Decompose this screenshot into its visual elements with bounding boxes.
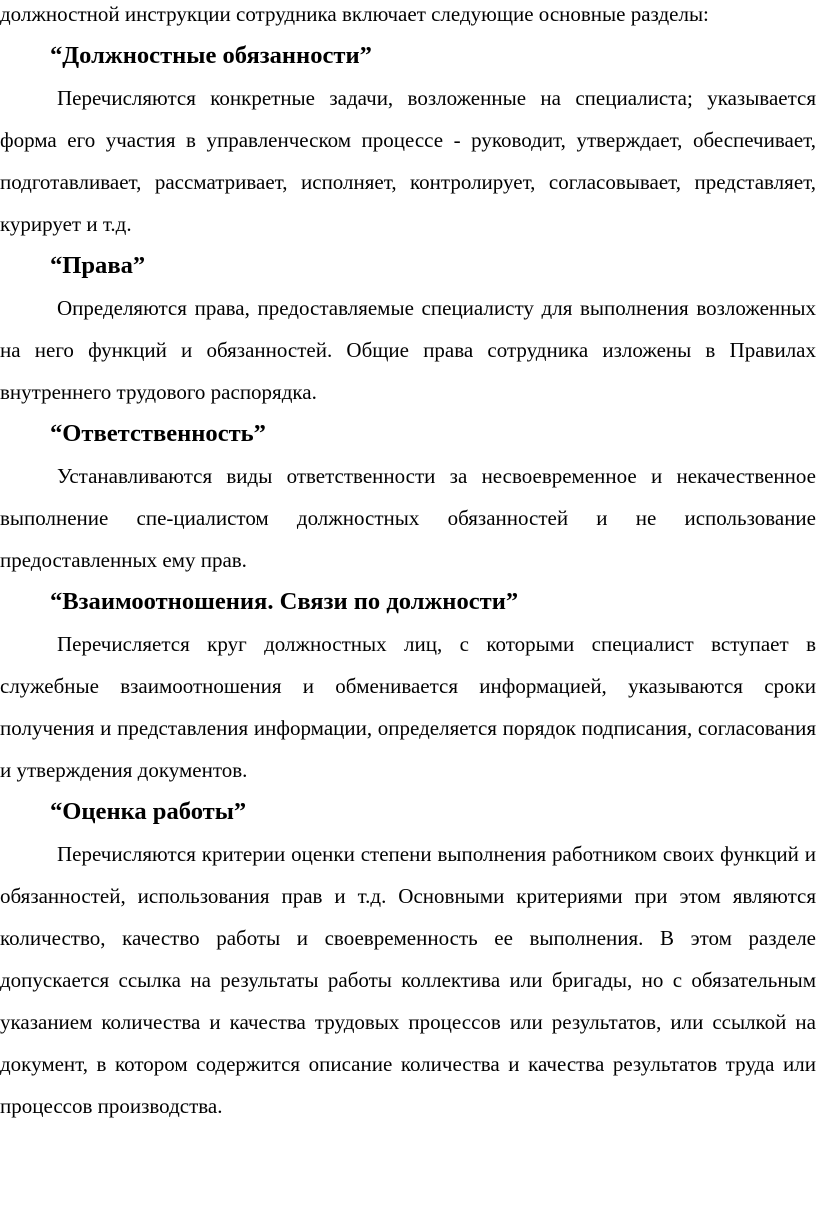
section-heading-evaluation: “Оценка работы” xyxy=(50,798,247,825)
section-text-responsibility: Устанавливаются виды ответственности за несвоевременное и некачественное выполнение спе-циалистом должностных обязанностей и не использование предоставленных ему прав. xyxy=(0,464,816,572)
intro-paragraph: должностной инструкции сотрудника включает следующие основные разделы: xyxy=(0,2,709,26)
section-text-duties: Перечисляются конкретные задачи, возложенные на специалиста; указывается форма его участия в управленческом процессе - руководит, утверждает, обеспечивает, подготавливает, рассматривает, исполняет, контролирует, согласовывает, представляет, курирует и т.д. xyxy=(0,86,816,236)
section-heading-rights: “Права” xyxy=(50,252,146,279)
section-heading-responsibility: “Ответственность” xyxy=(50,420,266,447)
section-heading-relations: “Взаимоотношения. Связи по должности” xyxy=(50,588,519,615)
section-text-rights: Определяются права, предоставляемые специалисту для выполнения возложенных на него функций и обязанностей. Общие права сотрудника изложены в Правилах внутреннего трудового распорядка. xyxy=(0,296,816,404)
section-text-relations: Перечисляется круг должностных лиц, с которыми специалист вступает в служебные взаимоотношения и обменивается информацией, указываются сроки получения и представления информации, определяется порядок подписания, согласования и утверждения документов. xyxy=(0,632,816,782)
section-text-evaluation: Перечисляются критерии оценки степени выполнения работником своих функций и обязанностей, использования прав и т.д. Основными критериями при этом являются количество, качество работы и своевременность ее выполнения. В этом разделе допускается ссылка на результаты работы коллектива или бригады, но с обязательным указанием количества и качества трудовых процессов или результатов, или ссылкой на документ, в котором содержится описание количества и качества результатов труда или процессов производства. xyxy=(0,842,816,1118)
section-heading-duties: “Должностные обязанности” xyxy=(50,42,372,69)
